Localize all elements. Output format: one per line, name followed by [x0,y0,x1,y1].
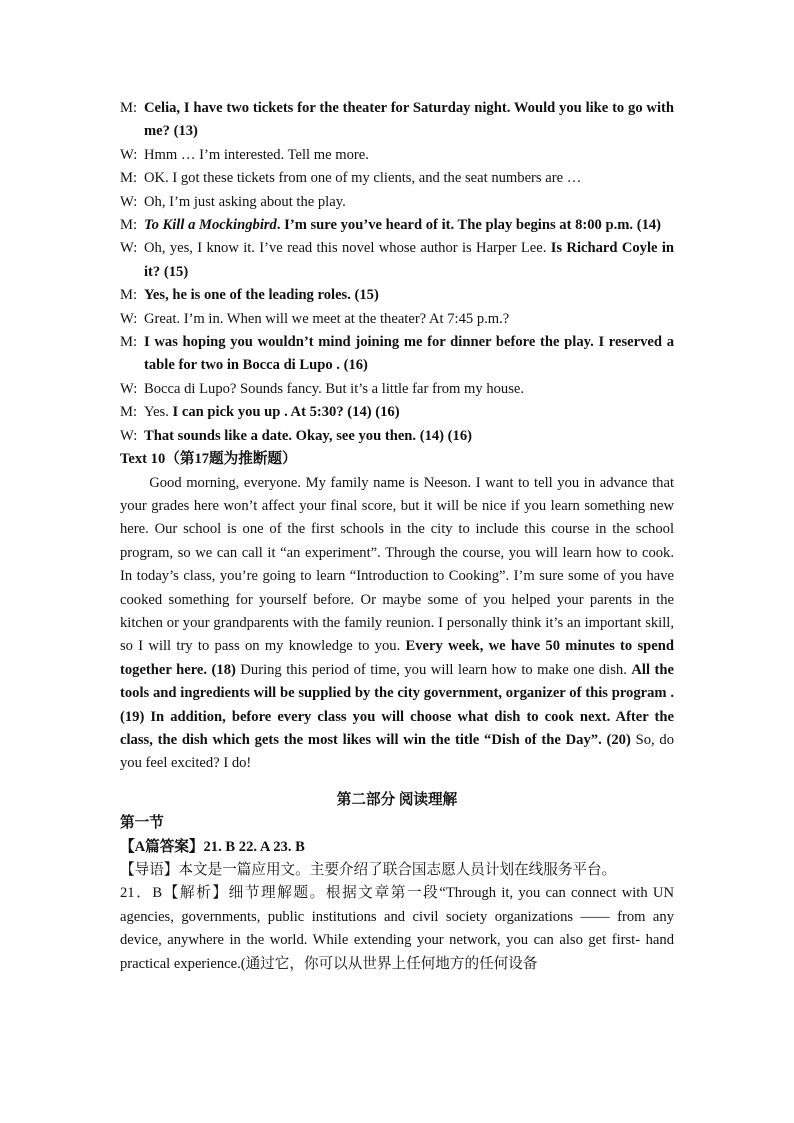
dialogue-segment: Yes. [144,404,173,421]
dialogue-text [144,425,674,448]
dialogue-line [120,425,674,448]
speaker-label: M: [120,170,138,187]
dialogue-segment: . I’m sure you’ve heard of it. The play begins at 8:00 p.m. (14) [276,217,662,234]
analysis-text: 21．B【解析】细节理解题。根据文章第一段“Through it, you can connect with UN agencies, governments, public institutions and civil society organizations —— from any device, anywhere in the world. While extending your network, you can also get first- hand practical experience.(通过它，你可以从世界上任何地方的任何设备 [120,885,674,972]
dialogue-line [120,97,674,144]
dialogue-line [120,378,674,401]
speaker-label: M: [120,404,138,421]
dialogue-text [144,97,674,144]
page-content [120,97,674,976]
dialogue-text [144,144,674,167]
dialogue-segment: Yes, he is one of the leading roles. (15) [144,287,379,304]
dialogue-line [120,284,674,307]
speaker-label: W: [120,427,138,444]
dialogue-text [144,167,674,190]
section1-heading: 第一节 [120,815,164,832]
speaker-label: W: [120,146,138,163]
dialogue-line [120,308,674,331]
speaker-label: W: [120,193,138,210]
dialogue-text [144,284,674,307]
speaker-label: W: [120,380,138,397]
dialogue-text [144,237,674,284]
dialogue-line [120,167,674,190]
dialogue-text [144,308,674,331]
dialogue-segment: I can pick you up . At 5:30? (14) (16) [172,404,400,421]
dialogue-segment: Is Richard Coyle in it? (15) [144,240,675,280]
dialogue-segment: Oh, yes, I know it. I’ve read this novel whose author is Harper Lee. [144,240,551,257]
paragraph-segment: During this period of time, you will learn how to make one dish. [235,661,632,678]
dialogue-line [120,214,674,237]
paragraph-segment: Every week, we have 50 minutes to spend together here. (18) [120,638,674,678]
dialogue-text [144,401,674,424]
dialogue-section [120,97,674,448]
dialogue-segment: I was hoping you wouldn’t mind joining me for dinner before the play. I reserved a table for two in Bocca di Lupo . (16) [144,334,674,374]
paragraph-segment: Good morning, everyone. My family name is Neeson. I want to tell you in advance that your grades here won’t affect your final score, but it will be nice if you learn something new here. Our school is one of the first schools in the city to include this course in the school program, so we can call it “an experiment”. Through the course, you will learn how to cook. In today’s class, you’re going to learn “Introduction to Cooking”. I’m sure some of you have cooked something for yourself before. Or maybe some of you helped your parents in the kitchen or your grandparents with the family reunion. I personally think it’s an important skill, so I will try to pass on my knowledge to you. [120,474,674,655]
dialogue-segment: Oh, I’m just asking about the play. [144,193,346,210]
speaker-label: M: [120,334,138,351]
dialogue-segment: OK. I got these tickets from one of my clients, and the seat numbers are … [144,170,582,187]
speaker-label: M: [120,217,138,234]
dialogue-segment: Hmm … I’m interested. Tell me more. [144,146,369,163]
text10-paragraph [120,472,674,776]
dialogue-segment: Celia, I have two tickets for the theater for Saturday night. Would you like to go with me? (13) [144,100,674,140]
dialogue-text [144,214,674,237]
dialogue-line [120,331,674,378]
part2-title: 第二部分 阅读理解 [336,791,458,808]
dialogue-line [120,401,674,424]
dialogue-line [120,191,674,214]
dialogue-segment: Great. I’m in. When will we meet at the theater? At 7:45 p.m.? [144,310,510,327]
paragraph-segment: So, do you feel excited? I do! [120,731,674,772]
dialogue-text [144,331,674,378]
dialogue-segment: To Kill a Mockingbird [144,217,277,234]
dialogue-segment: Bocca di Lupo? Sounds fancy. But it’s a little far from my house. [144,380,525,397]
guide-text: 【导语】本文是一篇应用文。主要介绍了联合国志愿人员计划在线服务平台。 [120,862,617,878]
dialogue-text [144,191,674,214]
dialogue-segment: That sounds like a date. Okay, see you then. (14) (16) [144,427,472,444]
text10-heading: Text 10（第17题为推断题） [120,451,297,468]
dialogue-line [120,144,674,167]
paragraph-segment: All the tools and ingredients will be supplied by the city government, organizer of this program . (19) In addition, before every class you will choose what dish to cook next. After the class, the dish which gets the most likes will win the title “Dish of the Day”. (20) [120,661,674,748]
dialogue-text [144,378,674,401]
speaker-label: W: [120,310,138,327]
speaker-label: M: [120,287,138,304]
speaker-label: W: [120,240,138,257]
answers-a: 【A篇答案】21. B 22. A 23. B [120,838,305,855]
speaker-label: M: [120,100,138,116]
dialogue-line [120,237,674,284]
